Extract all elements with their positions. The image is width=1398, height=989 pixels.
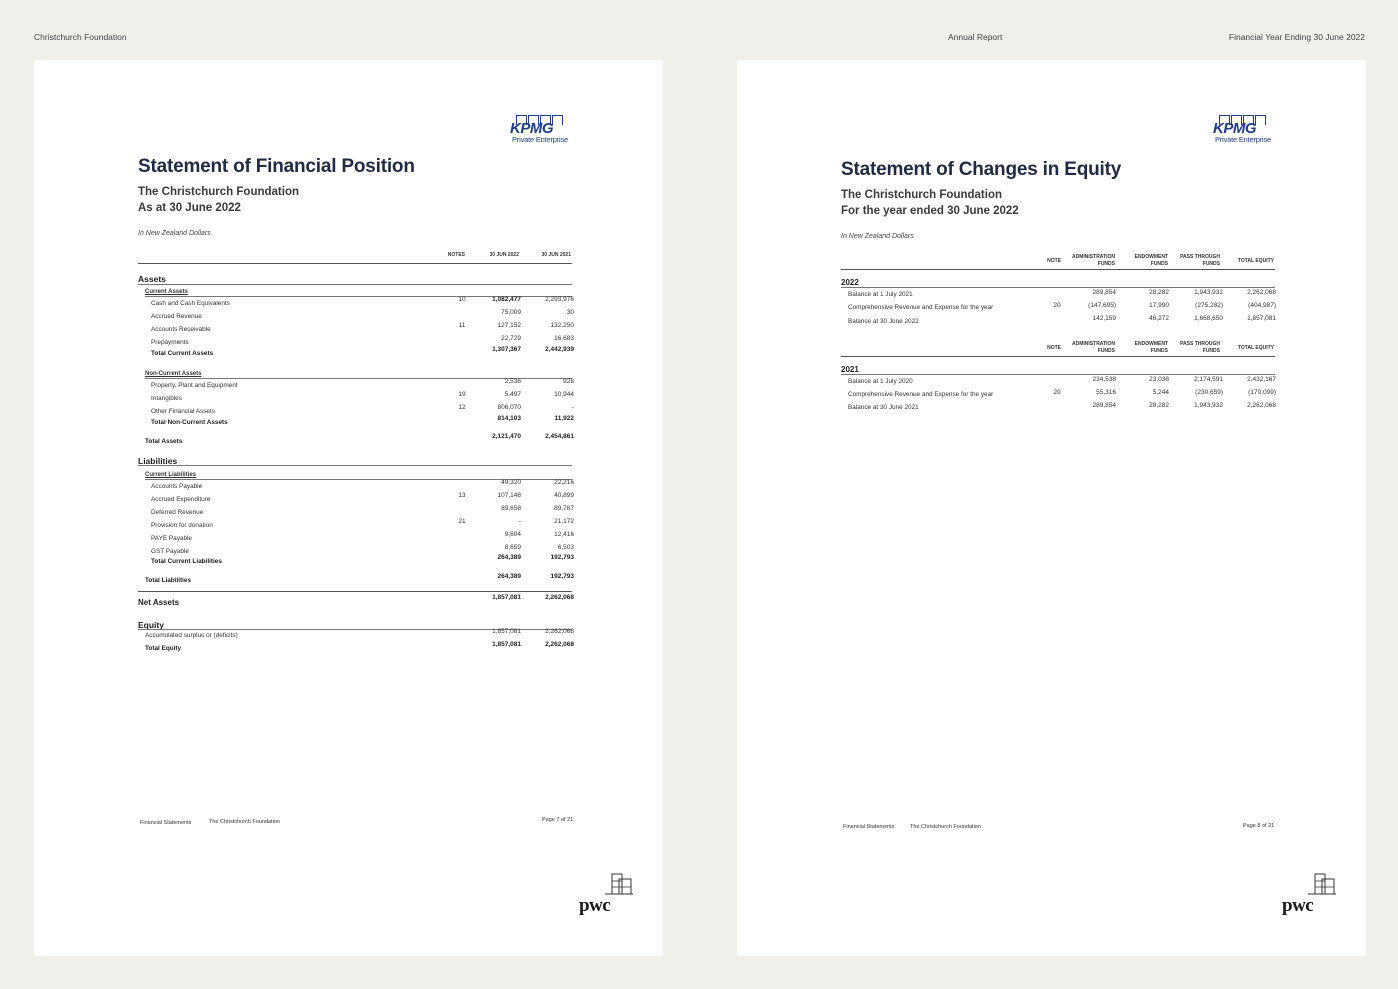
row-value-2022: 2,121,470 xyxy=(492,433,521,440)
row-note: 21 xyxy=(458,518,466,525)
row-admin: 142,159 xyxy=(1092,315,1116,322)
row-total: 1,857,081 xyxy=(1247,315,1276,322)
row-admin: 55,316 xyxy=(1096,389,1116,396)
footer-org: The Christchurch Foundation xyxy=(910,824,981,830)
row-label: Prepayments xyxy=(151,339,189,346)
row-total: 2,262,068 xyxy=(1247,402,1276,409)
subsection-current-assets: Current Assets xyxy=(145,289,188,295)
row-label: Accrued Expenditure xyxy=(151,496,211,503)
row-value-2022: 107,148 xyxy=(497,492,521,499)
subsection-noncurrent-assets: Non-Current Assets xyxy=(145,371,202,377)
row-value-2022: 264,389 xyxy=(497,554,521,561)
kpmg-logo: KPMG Private Enterprise xyxy=(1213,115,1281,151)
col-pass-through: PASS THROUGH FUNDS xyxy=(1180,254,1220,267)
row-label: Balance at 1 July 2020 xyxy=(848,378,913,385)
col-total-equity: TOTAL EQUITY xyxy=(1237,258,1274,264)
statement-date: As at 30 June 2022 xyxy=(138,202,241,214)
divider xyxy=(138,284,572,285)
row-value-2022: 75,009 xyxy=(501,309,521,316)
row-label: Cash and Cash Equivalents xyxy=(151,300,230,307)
row-value-2021: 89,787 xyxy=(554,505,574,512)
row-label: Deferred Revenue xyxy=(151,509,204,516)
col-admin: ADMINISTRATION FUNDS xyxy=(1072,341,1115,354)
row-label: Provision for donation xyxy=(151,522,213,529)
row-value-2022: - xyxy=(518,518,521,525)
row-endowment: 28,282 xyxy=(1149,402,1169,409)
currency-note: In New Zealand Dollars xyxy=(841,233,914,240)
row-label: Total Current Assets xyxy=(151,350,214,357)
row-value-2021: 6,503 xyxy=(557,544,574,551)
row-value-2022: 264,389 xyxy=(497,573,521,580)
row-admin: 234,538 xyxy=(1092,376,1116,383)
col-total-equity: TOTAL EQUITY xyxy=(1237,345,1274,351)
section-assets: Assets xyxy=(138,274,166,284)
row-label: Total Non-Current Assets xyxy=(151,419,228,426)
row-pass-through: 1,943,932 xyxy=(1194,402,1223,409)
org-name: The Christchurch Foundation xyxy=(138,186,299,198)
section-equity: Equity xyxy=(138,620,164,630)
header-org: Christchurch Foundation xyxy=(34,32,127,42)
divider xyxy=(138,465,572,466)
row-label: Intangibles xyxy=(151,395,182,402)
pwc-logo: pwc xyxy=(1282,873,1338,917)
row-label: Total Assets xyxy=(145,438,183,445)
row-label: Total Equity xyxy=(145,645,182,652)
row-admin: (147,695) xyxy=(1088,302,1116,309)
statement-period: For the year ended 30 June 2022 xyxy=(841,205,1019,217)
col-2021: 30 JUN 2021 xyxy=(541,252,571,258)
row-value-2021: 928 xyxy=(563,378,574,385)
year-2021: 2021 xyxy=(841,365,859,374)
row-value-2021: 12,416 xyxy=(554,531,574,538)
row-value-2022: 814,103 xyxy=(497,415,521,422)
row-label: Other Financial Assets xyxy=(151,408,215,415)
row-value-2021: 192,793 xyxy=(550,554,574,561)
footer-page: Page 8 of 21 xyxy=(1243,823,1275,829)
row-total: 2,432,167 xyxy=(1247,376,1276,383)
row-value-2021: 132,250 xyxy=(550,322,574,329)
row-value-2021: 192,793 xyxy=(550,573,574,580)
divider xyxy=(841,356,1275,357)
row-value-2021: 2,454,861 xyxy=(545,433,574,440)
row-pass-through: 1,943,932 xyxy=(1194,289,1223,296)
row-label: Comprehensive Revenue and Expense for the year xyxy=(848,304,994,311)
col-endowment: ENDOWMENT FUNDS xyxy=(1134,341,1168,354)
row-value-2021: 2,262,068 xyxy=(545,594,574,601)
row-label: PAYE Payable xyxy=(151,535,192,542)
row-endowment: 17,990 xyxy=(1149,302,1169,309)
row-value-2022: 89,658 xyxy=(501,505,521,512)
pwc-logo: pwc xyxy=(579,873,635,917)
row-value-2021: - xyxy=(571,404,574,411)
col-note: NOTE xyxy=(1047,345,1061,351)
col-admin: ADMINISTRATION FUNDS xyxy=(1072,254,1115,267)
subsection-current-liabilities: Current Liabilities xyxy=(145,472,197,478)
row-label: Total Liabilities xyxy=(145,577,192,584)
row-value-2021: 16,683 xyxy=(554,335,574,342)
currency-note: In New Zealand Dollars xyxy=(138,230,211,237)
row-value-2022: 1,307,367 xyxy=(492,346,521,353)
divider xyxy=(138,591,572,592)
header-report: Annual Report xyxy=(948,32,1003,42)
row-value-2022: 1,082,477 xyxy=(492,296,521,303)
col-endowment: ENDOWMENT FUNDS xyxy=(1134,254,1168,267)
row-label: Comprehensive Revenue and Expense for the year xyxy=(848,391,994,398)
row-value-2021: 40,899 xyxy=(554,492,574,499)
row-label: Accounts Payable xyxy=(151,483,203,490)
pwc-building-icon xyxy=(1308,873,1336,895)
row-value-2022: 2,536 xyxy=(504,378,521,385)
header-year: Financial Year Ending 30 June 2022 xyxy=(1228,32,1365,42)
row-endowment: 5,244 xyxy=(1152,389,1169,396)
row-total: 2,262,068 xyxy=(1247,289,1276,296)
row-note: 12 xyxy=(458,404,466,411)
row-value-2022: 49,320 xyxy=(501,479,521,486)
row-endowment: 23,038 xyxy=(1149,376,1169,383)
row-value-2021: 30 xyxy=(566,309,574,316)
row-value-2021: 2,262,068 xyxy=(545,641,574,648)
page-changes-in-equity xyxy=(737,60,1366,956)
page-financial-position xyxy=(34,60,663,956)
row-note: 11 xyxy=(458,322,466,329)
page-title: Statement of Financial Position xyxy=(138,156,415,177)
row-note: 10 xyxy=(458,296,466,303)
row-label: Balance at 1 July 2021 xyxy=(848,291,913,298)
row-note: 13 xyxy=(458,492,466,499)
row-value-2021: 2,442,939 xyxy=(545,346,574,353)
row-value-2022: 806,070 xyxy=(497,404,521,411)
row-value-2021: 22,216 xyxy=(554,479,574,486)
year-2022: 2022 xyxy=(841,278,859,287)
row-label: Property, Plant and Equipment xyxy=(151,382,238,389)
row-pass-through: (275,282) xyxy=(1195,302,1223,309)
row-value-2022: 22,729 xyxy=(501,335,521,342)
row-label-net-assets: Net Assets xyxy=(138,598,180,607)
page-title: Statement of Changes in Equity xyxy=(841,159,1122,180)
row-value-2021: 21,172 xyxy=(554,518,574,525)
col-2022: 30 JUN 2022 xyxy=(489,252,519,258)
col-note: NOTE xyxy=(1047,258,1061,264)
row-admin: 289,854 xyxy=(1092,289,1116,296)
row-value-2022: 8,659 xyxy=(504,544,521,551)
row-value-2022: 1,857,081 xyxy=(492,641,521,648)
row-pass-through: 2,174,591 xyxy=(1194,376,1223,383)
row-label: Accounts Receivable xyxy=(151,326,211,333)
row-label: Balance at 30 June 2021 xyxy=(848,404,919,411)
footer-doc: Financial Statements xyxy=(140,820,192,826)
row-endowment: 46,272 xyxy=(1149,315,1169,322)
row-value-2022: 127,152 xyxy=(497,322,521,329)
row-pass-through: 1,668,650 xyxy=(1194,315,1223,322)
row-note: 19 xyxy=(458,391,466,398)
footer-page: Page 7 of 21 xyxy=(542,817,574,823)
row-value-2021: 10,944 xyxy=(554,391,574,398)
divider xyxy=(841,269,1275,270)
row-endowment: 28,282 xyxy=(1149,289,1169,296)
footer-doc: Financial Statements xyxy=(843,824,895,830)
row-label: Total Current Liabilities xyxy=(151,558,222,565)
row-admin: 289,854 xyxy=(1092,402,1116,409)
row-label: GST Payable xyxy=(151,548,189,555)
row-value-2022: 5,497 xyxy=(504,391,521,398)
row-total: (404,987) xyxy=(1248,302,1276,309)
row-value-2022: 1,857,081 xyxy=(492,628,521,635)
divider xyxy=(138,263,572,264)
row-value-2021: 2,262,068 xyxy=(545,628,574,635)
divider xyxy=(841,374,1275,375)
col-pass-through: PASS THROUGH FUNDS xyxy=(1180,341,1220,354)
row-value-2022: 1,857,081 xyxy=(492,594,521,601)
org-name: The Christchurch Foundation xyxy=(841,189,1002,201)
section-liabilities: Liabilities xyxy=(138,456,178,466)
pwc-building-icon xyxy=(605,873,633,895)
kpmg-logo: KPMG Private Enterprise xyxy=(510,115,578,151)
row-label: Accumulated surplus or (deficits) xyxy=(145,632,238,639)
divider xyxy=(841,287,1275,288)
row-value-2021: 11,922 xyxy=(554,415,574,422)
row-label: Balance at 30 June 2022 xyxy=(848,318,919,325)
row-note: 20 xyxy=(1053,389,1061,396)
row-label: Accrued Revenue xyxy=(151,313,202,320)
row-total: (170,099) xyxy=(1248,389,1276,396)
row-value-2022: 9,604 xyxy=(504,531,521,538)
footer-org: The Christchurch Foundation xyxy=(209,819,280,825)
row-value-2021: 2,293,976 xyxy=(545,296,574,303)
col-notes: NOTES xyxy=(447,252,465,258)
row-pass-through: (230,659) xyxy=(1195,389,1223,396)
row-note: 20 xyxy=(1053,302,1061,309)
